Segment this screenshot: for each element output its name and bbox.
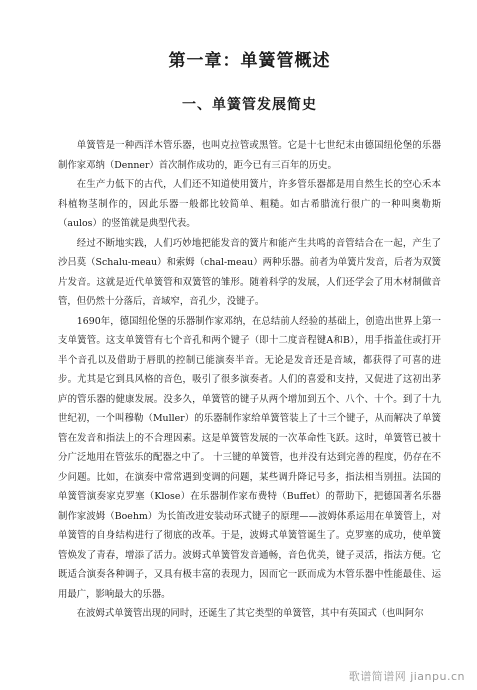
paragraph: 1690年，德国纽伦堡的乐器制作家邓纳，在总结前人经验的基础上，创造出世界上第一支单簧管。这支单簧管有七个音孔和两个键子（即十二度音程键A和B），用手指盖住或打开半个音孔以及借助于唇肌的控制已能演奏半音。无论是发音还是音域，都获得了可喜的进步。尤其是它到具风格的音色，吸引了很多演奏者。人们的喜爱和支持，又促进了这初出茅庐的管乐器的健康发展。没多久，单簧管的键子从两个增加到五个、八个、十个。到了十九世纪初，一个叫穆勒（Muller）的乐器制作家给单簧管装上了十三个键子，从而解决了单簧管在发音和指法上的不合理因素。这是单簧管发展的一次革命性飞跃。这时，单簧管已被十分广泛地用在管弦乐的配器之中了。 十三键的单簧管，也并没有达到完善的程度，仍存在不少问题。比如，在演奏中常常遇到变调的问题，某些调升降记号多，指法相当别扭。法国的单簧管演奏家克罗塞（Klose）在乐器制作家布费特（Buffet）的帮助下，把德国著名乐器制作家波姆（Boehm）为长笛改进安装动环式键子的原理——波姆体系运用在单簧管上，对单簧管的自身结构进行了彻底的改革。于是，波姆式单簧管诞生了。克罗塞的成功，使单簧管焕发了青春，增添了活力。波姆式单簧管发音通畅，音色优美，键子灵活，指法方便。它既适合演奏各种调子，又具有极丰富的表现力，因而它一跃而成为木管乐器中性能最佳、运用最广，影响最大的乐器。	[58, 315, 441, 600]
body-text	[58, 136, 441, 624]
section-title: 一、单簧管发展简史	[182, 97, 317, 113]
paragraph: 在波姆式单簧管出现的同时，还诞生了其它类型的单簧管，其中有英国式（也叫阿尔	[76, 608, 424, 619]
paragraph: 单簧管是一种西洋木管乐器，也叫克拉管或黑管。它是十七世纪末由德国纽伦堡的乐器制作家邓纳（Denner）首次制作成功的，距今已有三百年的历史。	[58, 140, 441, 171]
chapter-title: 第一章：单簧管概述	[168, 51, 331, 71]
paragraph: 在生产力低下的古代，人们还不知道使用簧片，许多管乐器都是用自然生长的空心禾本科植物茎制作的，因此乐器一般都比较简单、粗糙。如古希腊流行很广的一种叫奥勒斯（aulos）的竖笛就是典型代表。	[58, 179, 441, 229]
paragraph: 经过不断地实践，人们巧妙地把能发音的簧片和能产生共鸣的音管结合在一起，产生了沙吕莫（Schalu-meau）和索姆（chal-meau）两种乐器。前者为单簧片发音，后者为双簧片发音。这就是近代单簧管和双簧管的雏形。随着科学的发展，人们还学会了用木材制做音管，但仍然十分落后，音域窄，音孔少，没键子。	[58, 237, 441, 307]
watermark: 歌谱简谱网 jianpu.cn	[348, 670, 465, 683]
